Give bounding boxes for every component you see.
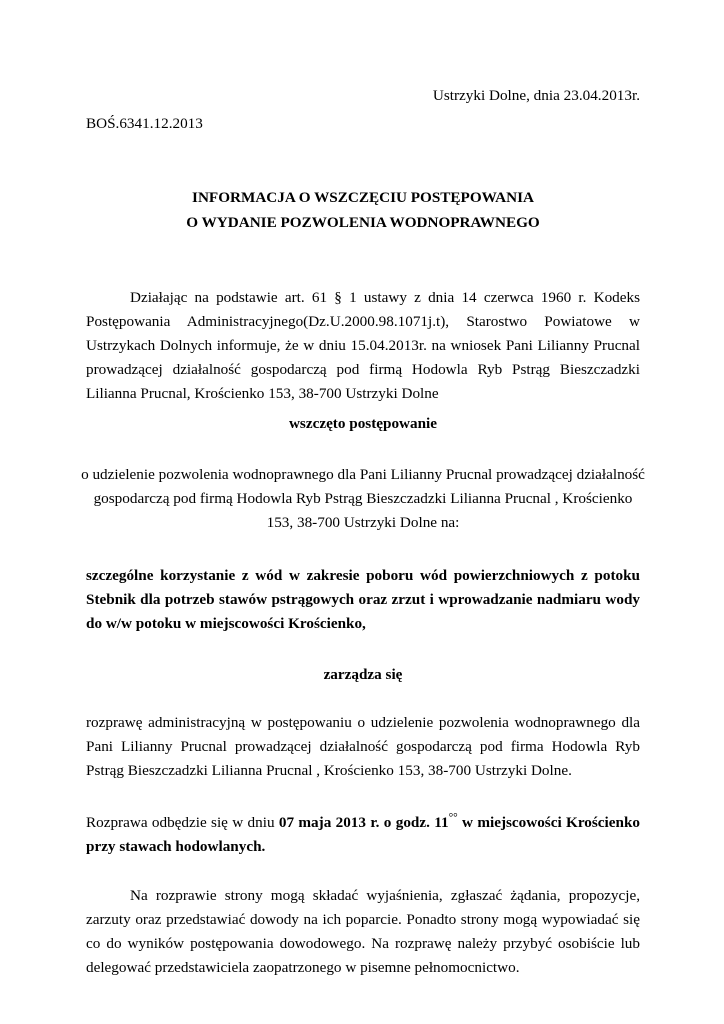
hearing-place: w miejscowości Krościenko przy stawach hodowlanych.	[86, 814, 640, 855]
hearing-minutes: °°	[448, 811, 458, 824]
title-line-1: INFORMACJA O WSZCZĘCIU POSTĘPOWANIA	[192, 189, 534, 206]
hearing-prefix: Rozprawa odbędzie się w dniu	[86, 814, 279, 831]
hearing-details-paragraph	[86, 811, 640, 859]
scope-paragraph: szczególne korzystanie z wód w zakresie poboru wód powierzchniowych z potoku Stebnik dla potrzeb stawów pstrągowych oraz zrzut i wprowadzanie nadmiaru wody do w/w potoku w miejscowości Krościenko,	[86, 567, 640, 632]
title-line-2: O WYDANIE POZWOLENIA WODNOPRAWNEGO	[186, 214, 540, 231]
initiated-heading: wszczęto postępowanie	[288, 415, 438, 432]
reference-number: BOŚ.6341.12.2013	[86, 115, 203, 132]
subject-paragraph: o udzielenie pozwolenia wodnoprawnego dla Pani Lilianny Prucnal prowadzącej działalność gospodarczą pod firmą Hodowla Ryb Pstrąg Bieszczadzki Lilianna Prucnal , Krościenko 153, 38-700 Ustrzyki Dolne na:	[81, 466, 645, 531]
rights-paragraph: Na rozprawie strony mogą składać wyjaśnienia, zgłaszać żądania, propozycje, zarzuty oraz przedstawiać dowody na ich poparcie. Ponadto strony mogą wypowiadać się co do wyników postępowania dowodowego. Na rozprawę należy przybyć osobiście lub delegować przedstawiciela zaopatrzonego w pisemne pełnomocnictwo.	[86, 887, 640, 976]
hearing-intro-paragraph: rozprawę administracyjną w postępowaniu o udzielenie pozwolenia wodnoprawnego dla Pani Lilianny Prucnal prowadzącej działalność gospodarczą pod firma Hodowla Ryb Pstrąg Bieszczadzki Lilianna Prucnal , Krościenko 153, 38-700 Ustrzyki Dolne.	[86, 714, 640, 779]
place-and-date: Ustrzyki Dolne, dnia 23.04.2013r.	[432, 87, 640, 104]
intro-paragraph: Działając na podstawie art. 61 § 1 ustawy z dnia 14 czerwca 1960 r. Kodeks Postępowania Administracyjnego(Dz.U.2000.98.1071j.t), Starostwo Powiatowe w Ustrzykach Dolnych informuje, że w dniu 15.04.2013r. na wniosek Pani Lilianny Prucnal prowadzącej działalność gospodarczą pod firmą Hodowla Ryb Pstrąg Bieszczadzki Lilianna Prucnal, Krościenko 153, 38-700 Ustrzyki Dolne	[86, 289, 640, 402]
hearing-date: 07 maja 2013 r. o godz. 11	[278, 814, 449, 831]
ordered-heading: zarządza się	[323, 666, 403, 683]
document-title	[86, 185, 640, 235]
